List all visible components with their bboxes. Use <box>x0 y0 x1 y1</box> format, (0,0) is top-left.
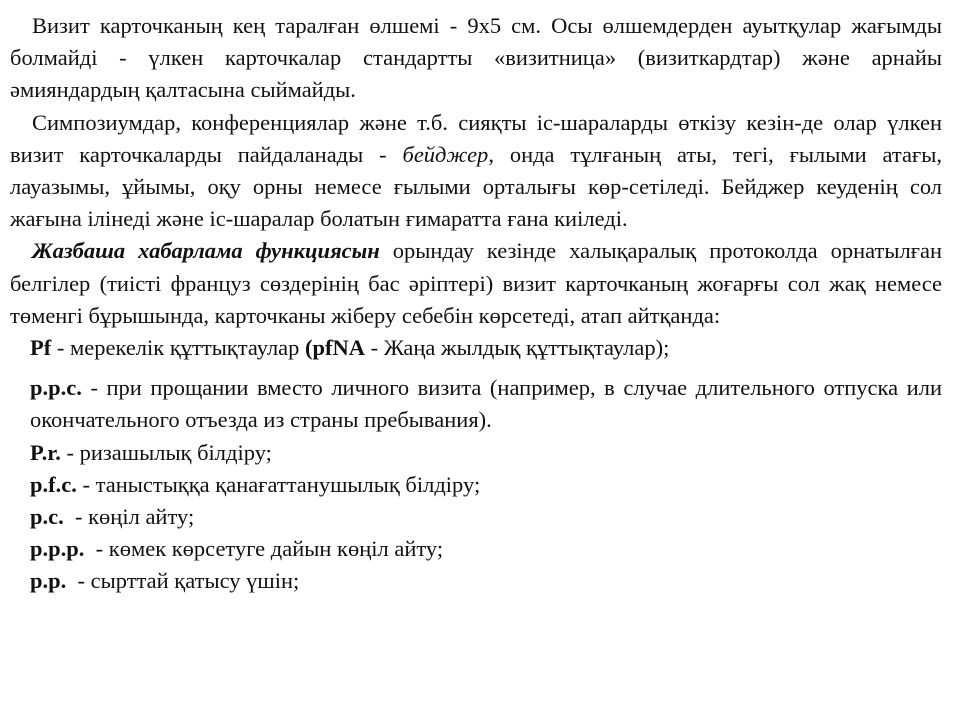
abbreviation: (pfNA <box>305 335 366 361</box>
paragraph-text: орындау кезінде халықаралық протоколда орнатылған белгілер (тиісті француз сөздерінің бас әріптері) визит карточканың жоғарғы сол жақ немесе төменгі бұрышында, карточканы жіберу себебін көрсетеді, атап айтқанда: <box>10 238 942 328</box>
paragraph-written-message <box>10 235 942 332</box>
abbreviation-meaning: - ризашылық білдіру; <box>60 439 272 465</box>
abbreviation: p.c. <box>30 504 64 530</box>
abbreviation-meaning: - таныстыққа қанағаттанушылық білдіру; <box>76 471 481 497</box>
list-item <box>10 565 942 597</box>
abbreviation: Pf <box>30 335 52 361</box>
abbreviation: p.f.c. <box>30 471 77 497</box>
paragraph-text: , онда тұлғаның аты, тегі, ғылыми атағы, лауазымы, ұйымы, оқу орны немесе ғылыми орталығы көр-сетіледі. Бейджер кеуденің сол жағына ілінеді және іс-шаралар болатын ғимаратта ғана киіледі. <box>10 141 942 232</box>
list-item <box>10 437 942 469</box>
paragraph-badges <box>10 107 942 236</box>
paragraph-card-size <box>10 10 942 107</box>
abbreviation-meaning: - сырттай қатысу үшін; <box>66 568 300 594</box>
abbreviation: p.p.c. <box>30 375 82 401</box>
list-item <box>10 372 942 436</box>
abbreviation-meaning: - көмек көрсетуге дайын көңіл айту; <box>84 536 444 562</box>
list-item <box>10 469 942 501</box>
abbreviation-meaning: - мерекелік құттықтаулар <box>51 335 306 361</box>
abbreviation: P.r. <box>30 439 61 465</box>
abbreviation-meaning: - Жаңа жылдық құттықтаулар); <box>365 335 670 361</box>
list-item <box>10 533 942 565</box>
list-item <box>10 332 942 364</box>
bold-italic-term: Жазбаша хабарлама функциясын <box>32 238 380 264</box>
abbreviation-meaning: - при прощании вместо личного визита (например, в случае длительного отпуска или окончательного отъезда из страны пребывания). <box>30 375 942 433</box>
paragraph-text: Визит карточканың кең таралған өлшемі - 9х5 см. Осы өлшемдерден ауытқулар жағымды болмайді - үлкен карточкалар стандартты «визитница» (визиткардтар) және арнайы әмияндардың қалтасына сыймайды. <box>10 13 942 103</box>
document-page <box>10 10 942 598</box>
italic-term: бейджер <box>402 141 489 167</box>
paragraph-text: Симпозиумдар, конференциялар және т.б. сияқты іс-шараларды өткізу кезін-де олар үлкен визит карточкаларды пайдаланады - <box>10 109 942 167</box>
abbreviation: p.p. <box>30 568 67 594</box>
abbreviation: p.p.p. <box>30 536 85 562</box>
list-item <box>10 501 942 533</box>
abbreviation-meaning: - көңіл айту; <box>63 504 195 530</box>
